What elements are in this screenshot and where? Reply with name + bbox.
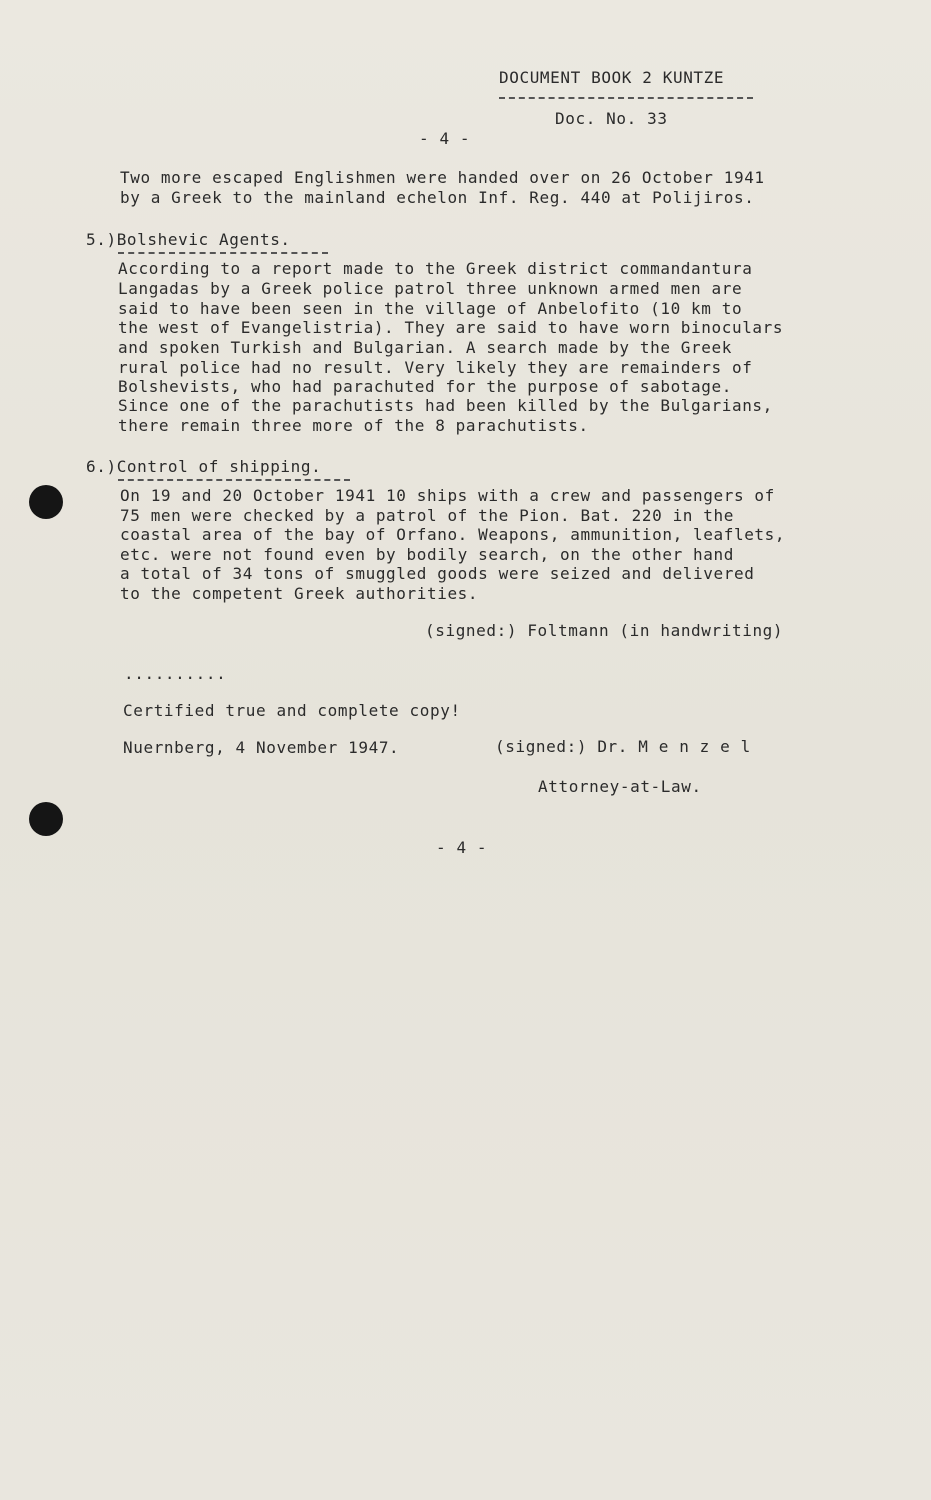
title-underline: [499, 97, 753, 99]
section-5-line: there remain three more of the 8 parachutists.: [118, 416, 589, 435]
document-book-title: DOCUMENT BOOK 2 KUNTZE: [499, 68, 725, 87]
section-5-line: Langadas by a Greek police patrol three unknown armed men are: [118, 279, 743, 298]
section-6-line: coastal area of the bay of Orfano. Weapons, ammunition, leaflets,: [120, 525, 786, 544]
page-marker-top: - 4 -: [419, 129, 471, 148]
certification-place-date: Nuernberg, 4 November 1947.: [123, 738, 400, 757]
punch-hole-bottom: [29, 802, 63, 836]
dot-separator: ..........: [124, 664, 227, 683]
section-6-underline: [118, 479, 350, 481]
section-5-line: According to a report made to the Greek district commandantura: [118, 259, 753, 278]
section-5-underline: [118, 252, 328, 254]
certification-signed: (signed:) Dr. M e n z e l: [495, 737, 751, 756]
section-5-line: and spoken Turkish and Bulgarian. A search made by the Greek: [118, 338, 732, 357]
section-5-line: rural police had no result. Very likely they are remainders of: [118, 358, 753, 377]
certification-statement: Certified true and complete copy!: [123, 701, 461, 720]
signature-line: (signed:) Foltmann (in handwriting): [425, 621, 784, 640]
section-6-line: a total of 34 tons of smuggled goods were seized and delivered: [120, 564, 755, 583]
intro-line: Two more escaped Englishmen were handed over on 26 October 1941: [120, 168, 765, 187]
intro-line: by a Greek to the mainland echelon Inf. Reg. 440 at Polijiros.: [120, 188, 755, 207]
punch-hole-top: [29, 485, 63, 519]
section-5-heading: 5.)Bolshevic Agents.: [86, 230, 291, 249]
section-5-line: Bolshevists, who had parachuted for the purpose of sabotage.: [118, 377, 732, 396]
certification-title: Attorney-at-Law.: [538, 777, 702, 796]
document-number: Doc. No. 33: [555, 109, 668, 128]
section-6-line: etc. were not found even by bodily search, on the other hand: [120, 545, 734, 564]
section-5-line: Since one of the parachutists had been killed by the Bulgarians,: [118, 396, 773, 415]
section-6-line: to the competent Greek authorities.: [120, 584, 479, 603]
section-6-line: On 19 and 20 October 1941 10 ships with a crew and passengers of: [120, 486, 775, 505]
page-marker-bottom: - 4 -: [436, 838, 488, 857]
section-5-line: the west of Evangelistria). They are said to have worn binoculars: [118, 318, 784, 337]
section-6-heading: 6.)Control of shipping.: [86, 457, 322, 476]
section-6-line: 75 men were checked by a patrol of the Pion. Bat. 220 in the: [120, 506, 734, 525]
section-5-line: said to have been seen in the village of Anbelofito (10 km to: [118, 299, 743, 318]
